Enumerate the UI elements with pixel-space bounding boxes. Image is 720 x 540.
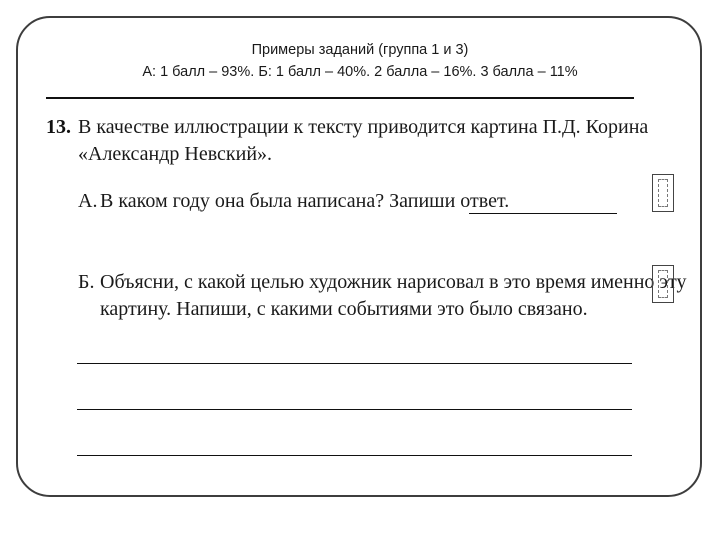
part-a-score-box xyxy=(652,174,674,212)
question-text-line1: В качестве иллюстрации к тексту приводится картина П.Д. Корина xyxy=(78,116,649,138)
part-a-label: А. xyxy=(78,190,98,212)
part-b-answer-line[interactable] xyxy=(77,455,632,456)
slide-subtitle-stats: А: 1 балл – 93%. Б: 1 балл – 40%. 2 балла – 16%. 3 балла – 11% xyxy=(142,64,578,80)
part-b-label: Б. xyxy=(78,271,95,293)
question-number: 13. xyxy=(46,116,71,138)
part-b-score-box xyxy=(652,265,674,303)
slide-frame xyxy=(16,16,702,497)
part-b-text-line2: картину. Напиши, с какими событиями это было связано. xyxy=(100,298,588,320)
slide-title: Примеры заданий (группа 1 и 3) xyxy=(251,42,469,58)
part-a-answer-line[interactable] xyxy=(469,213,617,214)
top-divider xyxy=(46,97,634,99)
part-b-text-line1: Объясни, с какой целью художник нарисовал в это время именно эту xyxy=(100,271,687,293)
question-text-line2: «Александр Невский». xyxy=(78,143,273,165)
part-b-answer-line[interactable] xyxy=(77,363,632,364)
part-a-text: В каком году она была написана? Запиши ответ. xyxy=(100,190,510,212)
part-b-answer-line[interactable] xyxy=(77,409,632,410)
